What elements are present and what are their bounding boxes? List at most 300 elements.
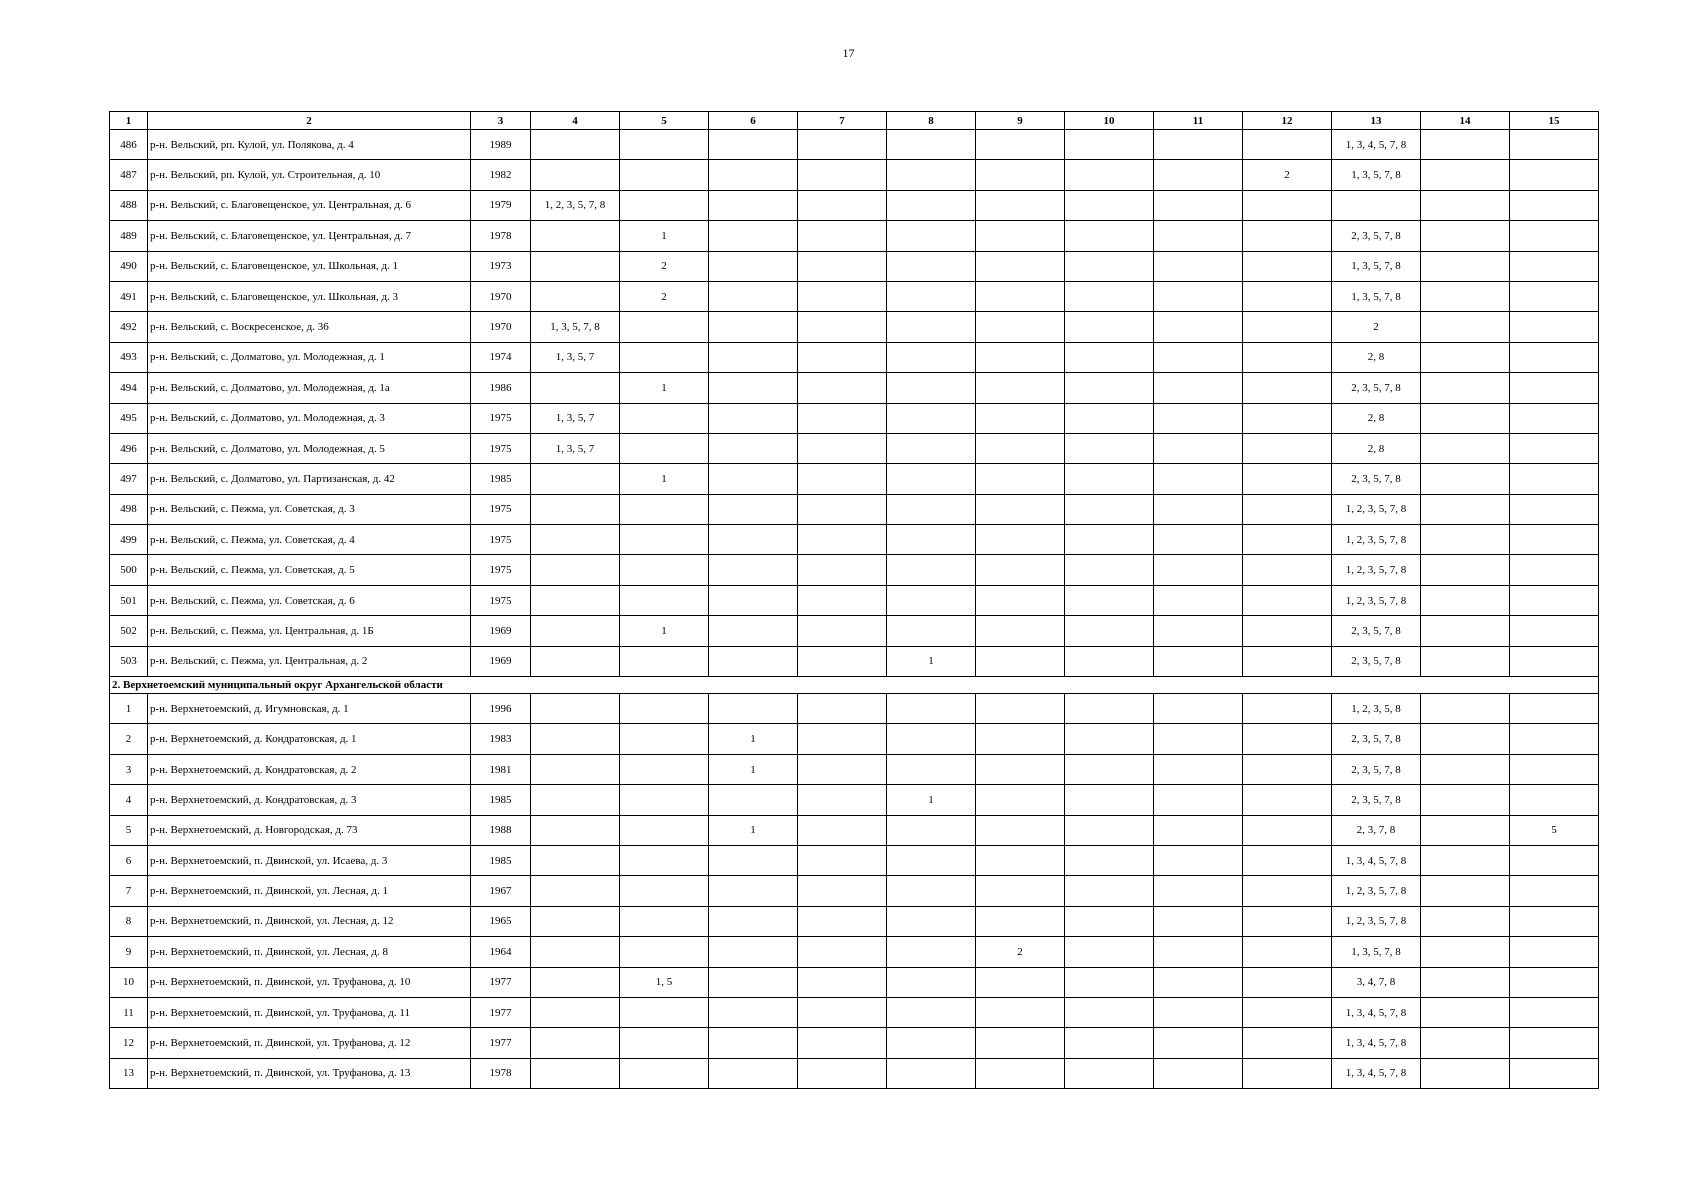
- cell-c15: [1510, 876, 1599, 906]
- cell-c13: 2, 3, 5, 7, 8: [1332, 754, 1421, 784]
- cell-addr: р-н. Вельский, с. Пежма, ул. Советская, д. 3: [148, 494, 471, 524]
- cell-c9: [976, 433, 1065, 463]
- cell-c12: [1243, 845, 1332, 875]
- cell-c6: [709, 785, 798, 815]
- cell-c14: [1421, 221, 1510, 251]
- cell-c4: [531, 251, 620, 281]
- cell-c9: 2: [976, 937, 1065, 967]
- cell-c9: [976, 997, 1065, 1027]
- cell-c14: [1421, 906, 1510, 936]
- cell-c8: [887, 373, 976, 403]
- table-row: [110, 585, 1599, 615]
- cell-c14: [1421, 694, 1510, 724]
- cell-c8: [887, 464, 976, 494]
- cell-c12: [1243, 694, 1332, 724]
- cell-c10: [1065, 160, 1154, 190]
- cell-year: 1975: [471, 494, 531, 524]
- cell-c11: [1154, 494, 1243, 524]
- cell-c5: [620, 525, 709, 555]
- cell-c11: [1154, 906, 1243, 936]
- cell-c14: [1421, 785, 1510, 815]
- cell-c10: [1065, 937, 1154, 967]
- table-row: [110, 845, 1599, 875]
- cell-c13: 1, 2, 3, 5, 7, 8: [1332, 906, 1421, 936]
- cell-c13: 1, 3, 5, 7, 8: [1332, 937, 1421, 967]
- cell-c11: [1154, 754, 1243, 784]
- cell-c13: 1, 3, 4, 5, 7, 8: [1332, 1058, 1421, 1088]
- cell-c7: [798, 1028, 887, 1058]
- cell-c8: [887, 342, 976, 372]
- cell-c5: [620, 555, 709, 585]
- cell-year: 1970: [471, 312, 531, 342]
- table-row: [110, 312, 1599, 342]
- cell-c9: [976, 221, 1065, 251]
- cell-n: 13: [110, 1058, 148, 1088]
- cell-addr: р-н. Верхнетоемский, п. Двинской, ул. Лесная, д. 8: [148, 937, 471, 967]
- column-header-11: 11: [1154, 112, 1243, 130]
- cell-c8: [887, 251, 976, 281]
- cell-c13: 2, 3, 5, 7, 8: [1332, 724, 1421, 754]
- cell-c14: [1421, 646, 1510, 676]
- table-row: [110, 785, 1599, 815]
- cell-c6: 1: [709, 724, 798, 754]
- cell-c9: [976, 616, 1065, 646]
- cell-c10: [1065, 785, 1154, 815]
- cell-c6: [709, 130, 798, 160]
- cell-addr: р-н. Вельский, с. Благовещенское, ул. Центральная, д. 6: [148, 190, 471, 220]
- cell-n: 499: [110, 525, 148, 555]
- data-table: [109, 111, 1599, 1089]
- cell-c15: [1510, 694, 1599, 724]
- cell-c10: [1065, 815, 1154, 845]
- cell-c8: [887, 525, 976, 555]
- cell-c13: 2, 3, 5, 7, 8: [1332, 221, 1421, 251]
- cell-c14: [1421, 433, 1510, 463]
- cell-c8: 1: [887, 646, 976, 676]
- cell-c9: [976, 130, 1065, 160]
- cell-c13: 2, 3, 5, 7, 8: [1332, 785, 1421, 815]
- cell-c11: [1154, 160, 1243, 190]
- cell-c10: [1065, 251, 1154, 281]
- cell-n: 1: [110, 694, 148, 724]
- cell-addr: р-н. Вельский, с. Благовещенское, ул. Центральная, д. 7: [148, 221, 471, 251]
- cell-c13: 2, 3, 5, 7, 8: [1332, 646, 1421, 676]
- cell-c8: [887, 937, 976, 967]
- cell-c9: [976, 815, 1065, 845]
- cell-c11: [1154, 555, 1243, 585]
- cell-c4: [531, 1028, 620, 1058]
- cell-c7: [798, 130, 887, 160]
- cell-c12: [1243, 221, 1332, 251]
- column-header-14: 14: [1421, 112, 1510, 130]
- cell-c9: [976, 494, 1065, 524]
- cell-c8: [887, 403, 976, 433]
- cell-year: 1988: [471, 815, 531, 845]
- cell-c12: [1243, 815, 1332, 845]
- cell-c7: [798, 815, 887, 845]
- cell-n: 487: [110, 160, 148, 190]
- cell-c12: [1243, 130, 1332, 160]
- column-header-7: 7: [798, 112, 887, 130]
- cell-c15: [1510, 754, 1599, 784]
- table-row: [110, 373, 1599, 403]
- cell-addr: р-н. Вельский, рп. Кулой, ул. Строительная, д. 10: [148, 160, 471, 190]
- cell-c7: [798, 646, 887, 676]
- cell-year: 1975: [471, 525, 531, 555]
- cell-c12: [1243, 616, 1332, 646]
- cell-year: 1978: [471, 1058, 531, 1088]
- cell-c13: 1, 2, 3, 5, 7, 8: [1332, 525, 1421, 555]
- cell-addr: р-н. Вельский, с. Пежма, ул. Советская, д. 4: [148, 525, 471, 555]
- cell-addr: р-н. Вельский, с. Долматово, ул. Партизанская, д. 42: [148, 464, 471, 494]
- table-row: [110, 815, 1599, 845]
- cell-c6: [709, 876, 798, 906]
- cell-c13: 1, 3, 5, 7, 8: [1332, 160, 1421, 190]
- cell-c15: [1510, 1028, 1599, 1058]
- cell-c4: [531, 525, 620, 555]
- cell-c9: [976, 403, 1065, 433]
- table-row: [110, 130, 1599, 160]
- cell-c9: [976, 785, 1065, 815]
- table-row: [110, 403, 1599, 433]
- cell-year: 1977: [471, 1028, 531, 1058]
- cell-year: 1970: [471, 281, 531, 311]
- cell-c8: [887, 724, 976, 754]
- cell-year: 1983: [471, 724, 531, 754]
- cell-c6: [709, 937, 798, 967]
- cell-c15: [1510, 906, 1599, 936]
- cell-c14: [1421, 342, 1510, 372]
- cell-c15: [1510, 646, 1599, 676]
- cell-n: 2: [110, 724, 148, 754]
- cell-c4: 1, 3, 5, 7: [531, 403, 620, 433]
- cell-c4: [531, 130, 620, 160]
- cell-c5: [620, 433, 709, 463]
- cell-c12: [1243, 555, 1332, 585]
- cell-addr: р-н. Верхнетоемский, д. Кондратовская, д. 2: [148, 754, 471, 784]
- cell-c9: [976, 1028, 1065, 1058]
- cell-c11: [1154, 403, 1243, 433]
- cell-c13: 2, 3, 5, 7, 8: [1332, 373, 1421, 403]
- table-row: [110, 342, 1599, 372]
- cell-c13: 1, 2, 3, 5, 7, 8: [1332, 494, 1421, 524]
- cell-year: 1964: [471, 937, 531, 967]
- cell-c5: [620, 694, 709, 724]
- cell-addr: р-н. Верхнетоемский, д. Кондратовская, д. 1: [148, 724, 471, 754]
- cell-c14: [1421, 312, 1510, 342]
- cell-year: 1996: [471, 694, 531, 724]
- cell-c8: [887, 967, 976, 997]
- cell-c11: [1154, 616, 1243, 646]
- cell-c4: [531, 997, 620, 1027]
- cell-c7: [798, 251, 887, 281]
- cell-addr: р-н. Верхнетоемский, п. Двинской, ул. Исаева, д. 3: [148, 845, 471, 875]
- cell-c9: [976, 190, 1065, 220]
- cell-c10: [1065, 694, 1154, 724]
- cell-c8: [887, 616, 976, 646]
- cell-c7: [798, 342, 887, 372]
- cell-c10: [1065, 646, 1154, 676]
- cell-c5: 1: [620, 221, 709, 251]
- cell-c6: [709, 967, 798, 997]
- cell-c7: [798, 785, 887, 815]
- cell-addr: р-н. Верхнетоемский, п. Двинской, ул. Труфанова, д. 10: [148, 967, 471, 997]
- cell-c8: [887, 433, 976, 463]
- cell-c5: [620, 585, 709, 615]
- cell-c12: [1243, 906, 1332, 936]
- cell-c13: 2, 8: [1332, 403, 1421, 433]
- cell-c7: [798, 190, 887, 220]
- cell-year: 1973: [471, 251, 531, 281]
- table-row: [110, 433, 1599, 463]
- cell-year: 1974: [471, 342, 531, 372]
- cell-c10: [1065, 403, 1154, 433]
- cell-year: 1985: [471, 785, 531, 815]
- cell-c13: 1, 2, 3, 5, 8: [1332, 694, 1421, 724]
- cell-c12: [1243, 785, 1332, 815]
- cell-c13: 2, 3, 5, 7, 8: [1332, 464, 1421, 494]
- cell-c5: [620, 724, 709, 754]
- cell-c11: [1154, 373, 1243, 403]
- cell-c5: [620, 494, 709, 524]
- cell-c11: [1154, 815, 1243, 845]
- cell-c10: [1065, 616, 1154, 646]
- column-header-3: 3: [471, 112, 531, 130]
- column-header-4: 4: [531, 112, 620, 130]
- cell-c11: [1154, 997, 1243, 1027]
- cell-c6: [709, 1058, 798, 1088]
- cell-c14: [1421, 373, 1510, 403]
- cell-n: 10: [110, 967, 148, 997]
- cell-c12: [1243, 251, 1332, 281]
- cell-c4: [531, 906, 620, 936]
- cell-c8: [887, 281, 976, 311]
- cell-c13: 1, 2, 3, 5, 7, 8: [1332, 876, 1421, 906]
- cell-c9: [976, 694, 1065, 724]
- table-row: [110, 694, 1599, 724]
- cell-c10: [1065, 130, 1154, 160]
- cell-c4: 1, 3, 5, 7: [531, 433, 620, 463]
- cell-year: 1982: [471, 160, 531, 190]
- cell-addr: р-н. Вельский, с. Пежма, ул. Советская, д. 6: [148, 585, 471, 615]
- column-header-13: 13: [1332, 112, 1421, 130]
- cell-c8: [887, 845, 976, 875]
- cell-c4: [531, 785, 620, 815]
- cell-addr: р-н. Верхнетоемский, п. Двинской, ул. Лесная, д. 12: [148, 906, 471, 936]
- cell-c4: 1, 3, 5, 7: [531, 342, 620, 372]
- cell-addr: р-н. Верхнетоемский, п. Двинской, ул. Лесная, д. 1: [148, 876, 471, 906]
- cell-c5: 1, 5: [620, 967, 709, 997]
- cell-c7: [798, 906, 887, 936]
- cell-addr: р-н. Вельский, с. Долматово, ул. Молодежная, д. 1: [148, 342, 471, 372]
- cell-c15: [1510, 373, 1599, 403]
- section-row: [110, 677, 1599, 694]
- cell-c13: 1, 3, 5, 7, 8: [1332, 251, 1421, 281]
- cell-c11: [1154, 130, 1243, 160]
- cell-n: 7: [110, 876, 148, 906]
- cell-c14: [1421, 845, 1510, 875]
- cell-c11: [1154, 251, 1243, 281]
- cell-c5: [620, 815, 709, 845]
- cell-addr: р-н. Верхнетоемский, д. Новгородская, д. 73: [148, 815, 471, 845]
- cell-c11: [1154, 342, 1243, 372]
- cell-c12: [1243, 967, 1332, 997]
- cell-c8: [887, 906, 976, 936]
- column-header-15: 15: [1510, 112, 1599, 130]
- cell-c11: [1154, 967, 1243, 997]
- cell-year: 1975: [471, 555, 531, 585]
- cell-addr: р-н. Вельский, с. Пежма, ул. Советская, д. 5: [148, 555, 471, 585]
- cell-c10: [1065, 997, 1154, 1027]
- cell-c14: [1421, 876, 1510, 906]
- cell-c11: [1154, 1058, 1243, 1088]
- cell-c15: [1510, 251, 1599, 281]
- cell-c6: [709, 190, 798, 220]
- cell-c15: [1510, 525, 1599, 555]
- cell-c4: 1, 2, 3, 5, 7, 8: [531, 190, 620, 220]
- cell-c15: [1510, 937, 1599, 967]
- cell-c4: [531, 373, 620, 403]
- table-row: [110, 997, 1599, 1027]
- table-row: [110, 646, 1599, 676]
- cell-c15: [1510, 585, 1599, 615]
- cell-c15: [1510, 464, 1599, 494]
- cell-addr: р-н. Верхнетоемский, п. Двинской, ул. Труфанова, д. 12: [148, 1028, 471, 1058]
- cell-c7: [798, 494, 887, 524]
- cell-c15: [1510, 616, 1599, 646]
- cell-c7: [798, 876, 887, 906]
- cell-c7: [798, 373, 887, 403]
- cell-addr: р-н. Вельский, с. Воскресенское, д. 36: [148, 312, 471, 342]
- cell-n: 495: [110, 403, 148, 433]
- cell-c6: [709, 997, 798, 1027]
- cell-c11: [1154, 433, 1243, 463]
- cell-c12: [1243, 754, 1332, 784]
- cell-c4: [531, 555, 620, 585]
- cell-n: 493: [110, 342, 148, 372]
- cell-c6: [709, 525, 798, 555]
- section-title: 2. Верхнетоемский муниципальный округ Архангельской области: [110, 677, 1599, 694]
- cell-c15: [1510, 494, 1599, 524]
- cell-c6: [709, 646, 798, 676]
- cell-c4: [531, 937, 620, 967]
- cell-n: 4: [110, 785, 148, 815]
- cell-c8: [887, 754, 976, 784]
- cell-c4: [531, 845, 620, 875]
- cell-c5: [620, 130, 709, 160]
- table-row: [110, 754, 1599, 784]
- cell-c15: 5: [1510, 815, 1599, 845]
- cell-c7: [798, 312, 887, 342]
- cell-c15: [1510, 342, 1599, 372]
- cell-c6: [709, 616, 798, 646]
- cell-c14: [1421, 967, 1510, 997]
- cell-c5: [620, 845, 709, 875]
- cell-c11: [1154, 190, 1243, 220]
- cell-c8: [887, 555, 976, 585]
- cell-c15: [1510, 221, 1599, 251]
- cell-c4: [531, 281, 620, 311]
- cell-c5: [620, 785, 709, 815]
- cell-c5: [620, 1028, 709, 1058]
- cell-c11: [1154, 785, 1243, 815]
- cell-year: 1979: [471, 190, 531, 220]
- cell-c5: 2: [620, 251, 709, 281]
- cell-c11: [1154, 312, 1243, 342]
- cell-c12: [1243, 997, 1332, 1027]
- cell-c14: [1421, 160, 1510, 190]
- cell-c12: [1243, 342, 1332, 372]
- table-body: [110, 130, 1599, 1089]
- cell-c7: [798, 997, 887, 1027]
- cell-c15: [1510, 160, 1599, 190]
- table-row: [110, 906, 1599, 936]
- cell-c10: [1065, 342, 1154, 372]
- cell-c7: [798, 403, 887, 433]
- cell-n: 8: [110, 906, 148, 936]
- cell-c7: [798, 724, 887, 754]
- cell-year: 1989: [471, 130, 531, 160]
- cell-n: 489: [110, 221, 148, 251]
- table-row: [110, 616, 1599, 646]
- cell-c12: [1243, 525, 1332, 555]
- cell-c9: [976, 281, 1065, 311]
- cell-c10: [1065, 464, 1154, 494]
- cell-c4: [531, 160, 620, 190]
- cell-addr: р-н. Вельский, с. Благовещенское, ул. Школьная, д. 1: [148, 251, 471, 281]
- cell-c14: [1421, 130, 1510, 160]
- table-row: [110, 937, 1599, 967]
- cell-c9: [976, 585, 1065, 615]
- cell-c9: [976, 525, 1065, 555]
- cell-c8: [887, 221, 976, 251]
- cell-c15: [1510, 845, 1599, 875]
- cell-c6: [709, 342, 798, 372]
- cell-c12: [1243, 724, 1332, 754]
- cell-c5: [620, 160, 709, 190]
- cell-c12: [1243, 373, 1332, 403]
- cell-c15: [1510, 785, 1599, 815]
- cell-c6: [709, 373, 798, 403]
- cell-n: 6: [110, 845, 148, 875]
- cell-c5: 1: [620, 616, 709, 646]
- cell-c7: [798, 616, 887, 646]
- cell-c5: [620, 754, 709, 784]
- table-row: [110, 160, 1599, 190]
- cell-c7: [798, 967, 887, 997]
- cell-c4: [531, 646, 620, 676]
- cell-c12: [1243, 494, 1332, 524]
- cell-c4: [531, 754, 620, 784]
- cell-c11: [1154, 1028, 1243, 1058]
- cell-c10: [1065, 876, 1154, 906]
- cell-c14: [1421, 1028, 1510, 1058]
- cell-year: 1975: [471, 403, 531, 433]
- cell-c11: [1154, 221, 1243, 251]
- cell-addr: р-н. Вельский, с. Долматово, ул. Молодежная, д. 3: [148, 403, 471, 433]
- cell-c9: [976, 342, 1065, 372]
- cell-addr: р-н. Верхнетоемский, п. Двинской, ул. Труфанова, д. 11: [148, 997, 471, 1027]
- cell-c4: [531, 724, 620, 754]
- cell-c8: 1: [887, 785, 976, 815]
- cell-c15: [1510, 724, 1599, 754]
- cell-c15: [1510, 1058, 1599, 1088]
- cell-c5: [620, 937, 709, 967]
- cell-c8: [887, 1058, 976, 1088]
- cell-c10: [1065, 373, 1154, 403]
- cell-c11: [1154, 876, 1243, 906]
- cell-c9: [976, 967, 1065, 997]
